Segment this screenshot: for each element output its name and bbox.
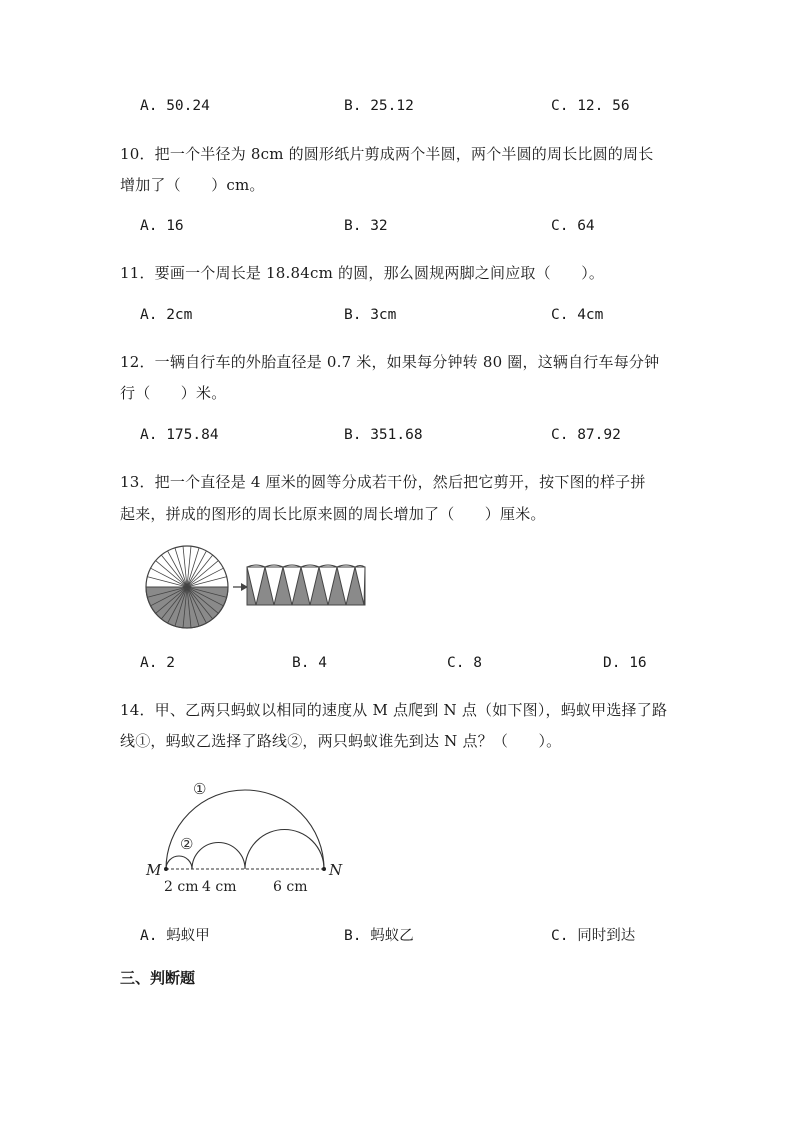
q14-text-line1: 14．甲、乙两只蚂蚁以相同的速度从 M 点爬到 N 点（如下图），蚂蚁甲选择了路 [120, 701, 668, 719]
q12-option-a: A. 175.84 [140, 427, 219, 443]
q14-option-a: A. 蚂蚁甲 [140, 928, 210, 944]
q12-text-line1: 12．一辆自行车的外胎直径是 0.7 米，如果每分钟转 80 圈，这辆自行车每分钟 [120, 353, 660, 371]
segment-label-4cm: 4 cm [202, 879, 237, 895]
q9-option-c: C. 12. 56 [551, 98, 630, 114]
q13-figure [140, 540, 380, 638]
route-2-arc-medium [192, 843, 245, 870]
q10-option-a: A. 16 [140, 218, 184, 234]
q11-option-c: C. 4cm [551, 307, 604, 323]
q12-option-c: C. 87.92 [551, 427, 621, 443]
point-n-dot [322, 867, 326, 871]
q12-text-line2: 行（ ）米。 [120, 384, 227, 402]
segment-label-2cm: 2 cm [164, 879, 199, 895]
q14-option-c: C. 同时到达 [551, 928, 636, 944]
segment-label-6cm: 6 cm [273, 879, 308, 895]
q10-option-b: B. 32 [344, 218, 388, 234]
q13-text-line2: 起来，拼成的图形的周长比原来圆的周长增加了（ ）厘米。 [120, 505, 546, 523]
q9-option-a: A. 50.24 [140, 98, 210, 114]
q14-text-line2: 线①，蚂蚁乙选择了路线②，两只蚂蚁谁先到达 N 点？（ ）。 [120, 732, 562, 750]
route-1-label: ① [193, 780, 207, 798]
route-2-arc-small [166, 856, 192, 869]
q14-option-b: B. 蚂蚁乙 [344, 928, 414, 944]
q11-option-a: A. 2cm [140, 307, 193, 323]
q13-option-b: B. 4 [292, 655, 327, 671]
point-n-label: N [329, 861, 343, 879]
route-1-arc [166, 790, 324, 869]
q13-option-d: D. 16 [603, 655, 647, 671]
point-m-label: M [146, 861, 162, 879]
q9-option-b: B. 25.12 [344, 98, 414, 114]
point-m-dot [164, 867, 168, 871]
route-2-arc-large [245, 830, 324, 870]
q13-option-c: C. 8 [447, 655, 482, 671]
divided-circle [146, 546, 228, 628]
rearranged-strip [247, 565, 365, 605]
arrow-icon [233, 583, 248, 591]
q13-text-line1: 13．把一个直径是 4 厘米的圆等分成若干份，然后把它剪开，按下图的样子拼 [120, 473, 646, 491]
section-heading-judgment: 三、判断题 [120, 969, 196, 987]
q13-option-a: A. 2 [140, 655, 175, 671]
q12-option-b: B. 351.68 [344, 427, 423, 443]
q10-option-c: C. 64 [551, 218, 595, 234]
q11-text-line1: 11．要画一个周长是 18.84cm 的圆，那么圆规两脚之间应取（ ）。 [120, 264, 605, 282]
q10-text-line1: 10．把一个半径为 8cm 的圆形纸片剪成两个半圆，两个半圆的周长比圆的周长 [120, 145, 654, 163]
route-2-label: ② [180, 835, 194, 853]
q14-figure [140, 772, 360, 896]
q10-text-line2: 增加了（ ）cm。 [120, 176, 265, 194]
q11-option-b: B. 3cm [344, 307, 397, 323]
